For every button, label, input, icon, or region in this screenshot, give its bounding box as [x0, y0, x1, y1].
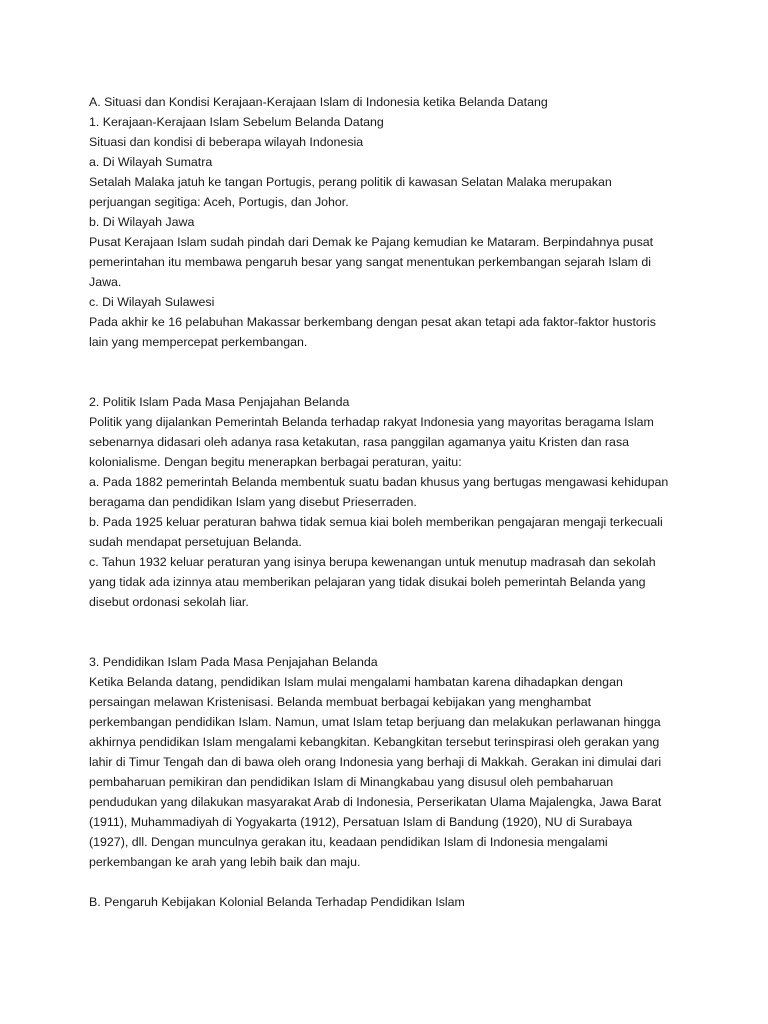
region-sumatra-title: a. Di Wilayah Sumatra: [89, 155, 213, 169]
section-3-line: perkembangan pendidikan Islam. Namun, umat Islam tetap berjuang dan melakukan perlawanan hingga: [89, 715, 661, 729]
region-jawa-title: b. Di Wilayah Jawa: [89, 215, 195, 229]
document-page: [89, 92, 689, 912]
region-jawa-text-line: pemerintahan itu membawa pengaruh besar yang sangat menentukan perkembangan sejarah Islam di: [89, 255, 652, 269]
paragraph-gap: [89, 632, 689, 652]
paragraph-gap: [89, 352, 689, 372]
region-sumatra-text-line: perjuangan segitiga: Aceh, Portugis, dan Johor.: [89, 195, 349, 209]
region-sumatra-text-line: Setalah Malaka jatuh ke tangan Portugis, perang politik di kawasan Selatan Malaka merupakan: [89, 175, 612, 189]
section-3-line: akhirnya pendidikan Islam mengalami kebangkitan. Kebangkitan tersebut terinspirasi oleh gerakan yang: [89, 735, 660, 749]
section-2-line: disebut ordonasi sekolah liar.: [89, 595, 249, 609]
section-3-line: Ketika Belanda datang, pendidikan Islam mulai mengalami hambatan karena dihadapkan dengan: [89, 675, 623, 689]
subsection-1-intro: Situasi dan kondisi di beberapa wilayah Indonesia: [89, 135, 364, 149]
section-a-heading: A. Situasi dan Kondisi Kerajaan-Kerajaan Islam di Indonesia ketika Belanda Datang: [89, 95, 548, 109]
section-2-line: c. Tahun 1932 keluar peraturan yang isinya berupa kewenangan untuk menutup madrasah dan sekolah: [89, 555, 656, 569]
section-2-line: b. Pada 1925 keluar peraturan bahwa tidak semua kiai boleh memberikan pengajaran mengaji terkecuali: [89, 515, 663, 529]
section-2-line: beragama dan pendidikan Islam yang disebut Prieserraden.: [89, 495, 417, 509]
paragraph-gap: [89, 612, 689, 632]
section-3-line: lahir di Timur Tengah dan di bawa oleh orang Indonesia yang berhaji di Makkah. Gerakan ini dimulai dari: [89, 755, 662, 769]
section-2-heading: 2. Politik Islam Pada Masa Penjajahan Belanda: [89, 395, 350, 409]
section-3-line: persaingan melawan Kristenisasi. Belanda membuat berbagai kebijakan yang menghambat: [89, 695, 592, 709]
section-2-line: sebenarnya didasari oleh adanya rasa ketakutan, rasa panggilan agamanya yaitu Kristen dan rasa: [89, 435, 630, 449]
section-2-line: sudah mendapat persetujuan Belanda.: [89, 535, 302, 549]
region-jawa-text-line: Pusat Kerajaan Islam sudah pindah dari Demak ke Pajang kemudian ke Mataram. Berpindahnya pusat: [89, 235, 654, 249]
section-3-heading: 3. Pendidikan Islam Pada Masa Penjajahan Belanda: [89, 655, 378, 669]
paragraph-gap: [89, 872, 689, 892]
section-3-line: pendudukan yang dilakukan masyarakat Arab di Indonesia, Perserikatan Ulama Majalengka, Jawa Barat: [89, 795, 662, 809]
section-3-line: perkembangan ke arah yang lebih baik dan maju.: [89, 855, 361, 869]
region-sulawesi-title: c. Di Wilayah Sulawesi: [89, 295, 215, 309]
region-jawa-text-line: Jawa.: [89, 275, 122, 289]
paragraph-gap: [89, 372, 689, 392]
section-3-line: (1927), dll. Dengan munculnya gerakan itu, keadaan pendidikan Islam di Indonesia mengalami: [89, 835, 608, 849]
section-2-line: kolonialisme. Dengan begitu menerapkan berbagai peraturan, yaitu:: [89, 455, 462, 469]
section-3-line: pembaharuan pemikiran dan pendidikan Islam di Minangkabau yang disusul oleh pembaharuan: [89, 775, 614, 789]
section-2-line: yang tidak ada izinnya atau memberikan pelajaran yang tidak disukai boleh pemerintah Belanda yang: [89, 575, 646, 589]
section-2-line: a. Pada 1882 pemerintah Belanda membentuk suatu badan khusus yang bertugas mengawasi kehidupan: [89, 475, 669, 489]
region-sulawesi-text-line: lain yang mempercepat perkembangan.: [89, 335, 308, 349]
region-sulawesi-text-line: Pada akhir ke 16 pelabuhan Makassar berkembang dengan pesat akan tetapi ada faktor-faktor hustoris: [89, 315, 656, 329]
section-2-line: Politik yang dijalankan Pemerintah Belanda terhadap rakyat Indonesia yang mayoritas beragama Islam: [89, 415, 654, 429]
section-b-heading: B. Pengaruh Kebijakan Kolonial Belanda Terhadap Pendidikan Islam: [89, 895, 465, 909]
subsection-1-heading: 1. Kerajaan-Kerajaan Islam Sebelum Belanda Datang: [89, 115, 384, 129]
section-3-line: (1911), Muhammadiyah di Yogyakarta (1912), Persatuan Islam di Bandung (1920), NU di Surabaya: [89, 815, 633, 829]
